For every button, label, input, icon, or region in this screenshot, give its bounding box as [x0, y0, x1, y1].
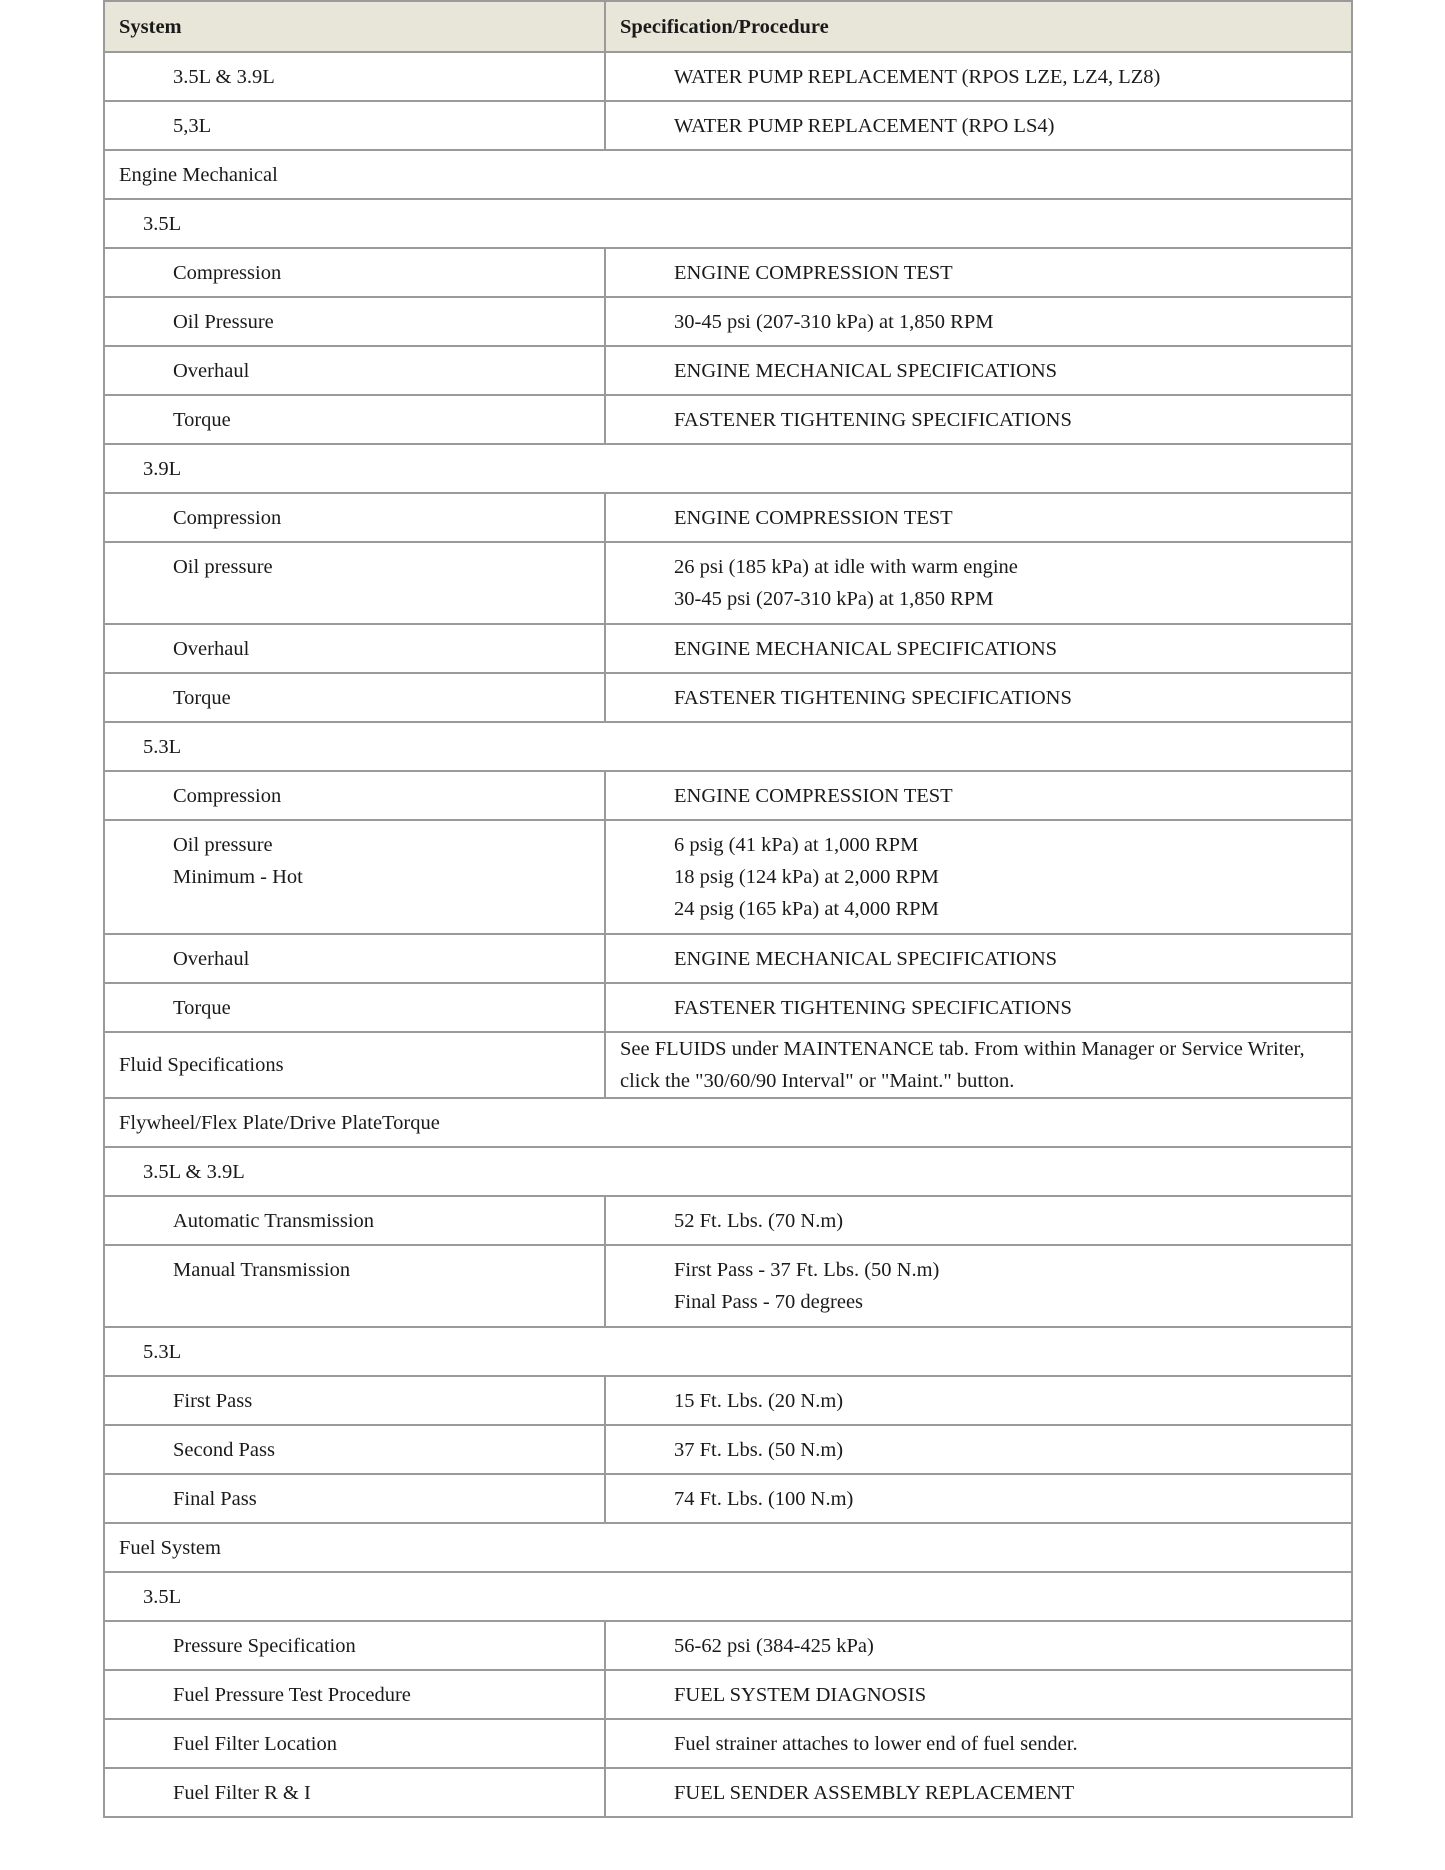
spec-cell: [605, 934, 1352, 983]
table-row: [104, 934, 1352, 983]
spec-cell: [605, 673, 1352, 722]
spec-cell: [605, 493, 1352, 542]
spec-body: [104, 52, 1352, 1817]
spec-cell: [605, 1719, 1352, 1768]
system-cell-line: First Pass: [173, 1389, 253, 1412]
system-cell-line: 3.5L & 3.9L: [173, 65, 275, 88]
spec-cell: [605, 1670, 1352, 1719]
spec-cell: [605, 1768, 1352, 1817]
system-cell-line: Overhaul: [173, 947, 250, 970]
table-row: [104, 820, 1352, 934]
spec-cell-line: 26 psi (185 kPa) at idle with warm engine: [674, 556, 1018, 578]
spec-cell-line: WATER PUMP REPLACEMENT (RPO LS4): [674, 114, 1055, 137]
table-row: [104, 1474, 1352, 1523]
spec-cell-line: ENGINE COMPRESSION TEST: [674, 261, 953, 284]
table-row: [104, 673, 1352, 722]
spec-cell-line: 6 psig (41 kPa) at 1,000 RPM: [674, 834, 919, 856]
spec-cell: [605, 346, 1352, 395]
system-cell: [104, 1425, 605, 1474]
spec-cell-line: Final Pass - 70 degrees: [674, 1291, 864, 1313]
spec-cell: [605, 1032, 1352, 1098]
system-cell: [104, 1376, 605, 1425]
spec-cell-line: ENGINE MECHANICAL SPECIFICATIONS: [674, 637, 1058, 660]
system-cell-line: Pressure Specification: [173, 1634, 356, 1657]
system-cell: [104, 624, 605, 673]
system-cell: [104, 248, 605, 297]
spec-cell: [605, 248, 1352, 297]
system-cell-line: 5,3L: [173, 114, 212, 137]
system-cell-line: Fuel Pressure Test Procedure: [173, 1683, 411, 1706]
system-cell: [104, 297, 605, 346]
spec-cell-line: FUEL SYSTEM DIAGNOSIS: [674, 1683, 927, 1706]
spec-cell: [605, 395, 1352, 444]
spec-cell-line: See FLUIDS under MAINTENANCE tab. From within Manager or Service Writer, click the "30/60/90 Interval" or "Maint." button.: [620, 1038, 1305, 1092]
system-cell-line: Final Pass: [173, 1487, 257, 1510]
system-cell-line: Fuel Filter Location: [173, 1732, 337, 1755]
system-cell-line: Manual Transmission: [173, 1259, 351, 1281]
section-row: [104, 444, 1352, 493]
table-row: [104, 101, 1352, 150]
section-row: [104, 1147, 1352, 1196]
spec-cell-line: 30-45 psi (207-310 kPa) at 1,850 RPM: [674, 310, 994, 333]
spec-cell: [605, 983, 1352, 1032]
system-cell-line: Fluid Specifications: [119, 1054, 284, 1076]
section-row: [104, 722, 1352, 771]
table-row: [104, 1196, 1352, 1245]
system-cell-line: Oil pressure: [173, 834, 273, 856]
table-row: [104, 346, 1352, 395]
spec-cell: [605, 1376, 1352, 1425]
spec-cell-line: ENGINE MECHANICAL SPECIFICATIONS: [674, 359, 1058, 382]
spec-cell: [605, 542, 1352, 624]
spec-cell-line: FASTENER TIGHTENING SPECIFICATIONS: [674, 996, 1072, 1019]
table-row: [104, 1670, 1352, 1719]
section-label: 3.5L & 3.9L: [104, 1147, 1352, 1196]
section-row: [104, 1327, 1352, 1376]
spec-cell: [605, 820, 1352, 934]
section-label: 3.5L: [104, 1572, 1352, 1621]
spec-cell: [605, 624, 1352, 673]
header-row: [104, 1, 1352, 52]
spec-cell: [605, 297, 1352, 346]
system-cell-line: Overhaul: [173, 637, 250, 660]
table-row: [104, 1032, 1352, 1098]
system-cell-line: Compression: [173, 261, 282, 284]
section-row: [104, 1523, 1352, 1572]
section-row: [104, 199, 1352, 248]
spec-cell-line: WATER PUMP REPLACEMENT (RPOS LZE, LZ4, LZ8): [674, 65, 1161, 88]
table-row: [104, 1376, 1352, 1425]
spec-cell: [605, 1621, 1352, 1670]
spec-cell: [605, 1425, 1352, 1474]
system-cell: [104, 771, 605, 820]
table-row: [104, 248, 1352, 297]
section-label: Engine Mechanical: [104, 150, 1352, 199]
spec-cell-line: 56-62 psi (384-425 kPa): [674, 1634, 874, 1657]
system-cell-line: Compression: [173, 784, 282, 807]
system-cell-line: Automatic Transmission: [173, 1209, 375, 1232]
system-cell: [104, 820, 605, 934]
spec-cell: [605, 1196, 1352, 1245]
spec-cell: [605, 52, 1352, 101]
table-row: [104, 771, 1352, 820]
system-cell-line: Overhaul: [173, 359, 250, 382]
spec-cell-line: FASTENER TIGHTENING SPECIFICATIONS: [674, 686, 1072, 709]
system-cell: [104, 1474, 605, 1523]
section-row: [104, 1572, 1352, 1621]
system-cell: [104, 493, 605, 542]
section-label: Flywheel/Flex Plate/Drive PlateTorque: [104, 1098, 1352, 1147]
section-label: 5.3L: [104, 722, 1352, 771]
table-row: [104, 1425, 1352, 1474]
system-cell-line: Torque: [173, 408, 231, 431]
spec-cell-line: ENGINE COMPRESSION TEST: [674, 506, 953, 529]
table-row: [104, 1621, 1352, 1670]
section-label: 5.3L: [104, 1327, 1352, 1376]
system-cell: [104, 542, 605, 624]
table-row: [104, 493, 1352, 542]
system-cell-line: Torque: [173, 996, 231, 1019]
system-cell: [104, 101, 605, 150]
spec-cell-line: 30-45 psi (207-310 kPa) at 1,850 RPM: [674, 588, 994, 610]
spec-table: [103, 0, 1353, 1818]
system-cell: [104, 346, 605, 395]
system-cell: [104, 673, 605, 722]
header-spec: Specification/Procedure: [605, 1, 1352, 52]
table-row: [104, 1245, 1352, 1327]
table-row: [104, 52, 1352, 101]
system-cell: [104, 1032, 605, 1098]
system-cell: [104, 1768, 605, 1817]
spec-cell-line: Fuel strainer attaches to lower end of fuel sender.: [674, 1732, 1078, 1755]
system-cell: [104, 395, 605, 444]
spec-cell-line: 37 Ft. Lbs. (50 N.m): [674, 1438, 844, 1461]
header-system: System: [104, 1, 605, 52]
system-cell: [104, 1196, 605, 1245]
system-cell-line: Torque: [173, 686, 231, 709]
spec-cell: [605, 771, 1352, 820]
table-row: [104, 624, 1352, 673]
table-row: [104, 542, 1352, 624]
spec-cell-line: 52 Ft. Lbs. (70 N.m): [674, 1209, 844, 1232]
section-label: Fuel System: [104, 1523, 1352, 1572]
table-row: [104, 297, 1352, 346]
spec-cell-line: 15 Ft. Lbs. (20 N.m): [674, 1389, 844, 1412]
system-cell-line: Compression: [173, 506, 282, 529]
system-cell-line: Fuel Filter R & I: [173, 1781, 311, 1804]
spec-cell: [605, 101, 1352, 150]
spec-cell-line: ENGINE COMPRESSION TEST: [674, 784, 953, 807]
section-row: [104, 1098, 1352, 1147]
system-cell: [104, 1245, 605, 1327]
system-cell-line: Oil pressure: [173, 556, 273, 578]
system-cell: [104, 1621, 605, 1670]
system-cell-line: Second Pass: [173, 1438, 275, 1461]
spec-cell-line: FASTENER TIGHTENING SPECIFICATIONS: [674, 408, 1072, 431]
system-cell: [104, 52, 605, 101]
section-label: 3.9L: [104, 444, 1352, 493]
spec-cell-line: FUEL SENDER ASSEMBLY REPLACEMENT: [674, 1781, 1075, 1804]
table-row: [104, 983, 1352, 1032]
table-row: [104, 395, 1352, 444]
spec-cell-line: 74 Ft. Lbs. (100 N.m): [674, 1487, 854, 1510]
system-cell-line: Oil Pressure: [173, 310, 274, 333]
table-row: [104, 1719, 1352, 1768]
system-cell: [104, 1719, 605, 1768]
section-row: [104, 150, 1352, 199]
spec-cell: [605, 1474, 1352, 1523]
spec-cell-line: First Pass - 37 Ft. Lbs. (50 N.m): [674, 1259, 940, 1281]
spec-cell-line: 24 psig (165 kPa) at 4,000 RPM: [674, 898, 939, 920]
spec-cell-line: 18 psig (124 kPa) at 2,000 RPM: [674, 866, 939, 888]
section-label: 3.5L: [104, 199, 1352, 248]
system-cell: [104, 1670, 605, 1719]
spec-cell: [605, 1245, 1352, 1327]
system-cell-line: Minimum - Hot: [173, 866, 303, 888]
system-cell: [104, 934, 605, 983]
system-cell: [104, 983, 605, 1032]
spec-cell-line: ENGINE MECHANICAL SPECIFICATIONS: [674, 947, 1058, 970]
table-row: [104, 1768, 1352, 1817]
